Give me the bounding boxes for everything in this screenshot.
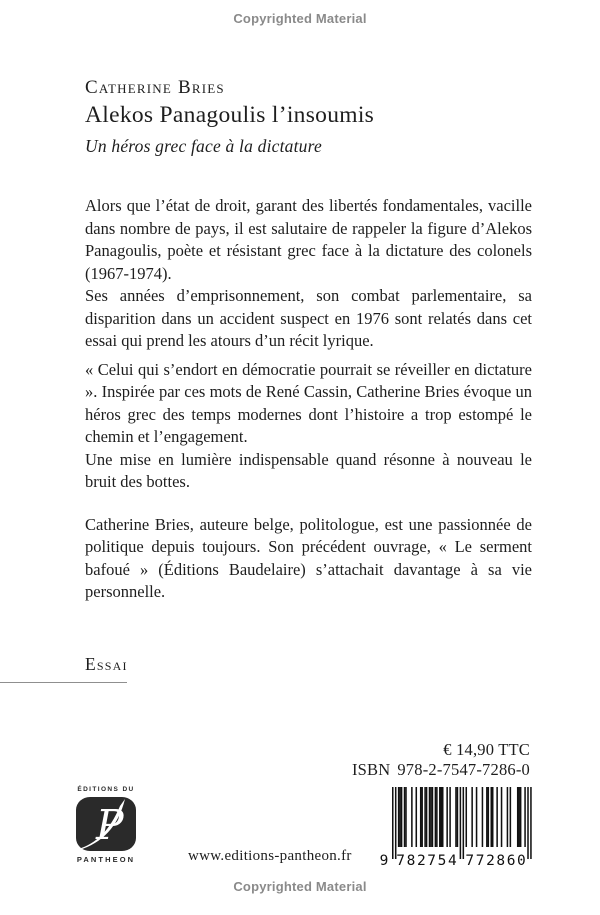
pantheon-p-icon bbox=[75, 796, 137, 852]
editions-du-label: ÉDITIONS DU bbox=[77, 786, 135, 793]
barcode-digit-group: 9 bbox=[379, 853, 389, 867]
author-name: Catherine Bries bbox=[85, 77, 225, 98]
isbn-line bbox=[352, 760, 530, 780]
isbn-number: 978-2-7547-7286-0 bbox=[397, 759, 530, 779]
paragraph-2: Ses années d’emprisonnement, son combat parlementaire, sa disparition dans un accident suspect en 1976 sont relatés dans cet essai qui prend les atours d’un récit lyrique. bbox=[85, 286, 532, 350]
watermark-bottom: Copyrighted Material bbox=[233, 879, 367, 894]
watermark-top: Copyrighted Material bbox=[233, 11, 367, 26]
svg-text:P: P bbox=[96, 801, 124, 849]
ean13-barcode bbox=[378, 787, 534, 867]
author-bio: Catherine Bries, auteure belge, politologue, est une passionnée de politique depuis toujours. Son précédent ouvrage, « Le serment bafoué » (Éditions Baudelaire) s’attachait davantage à sa vie personnelle. bbox=[85, 514, 532, 601]
genre-label: Essai bbox=[85, 654, 128, 674]
isbn-label: ISBN bbox=[351, 759, 391, 779]
book-subtitle: Un héros grec face à la dictature bbox=[85, 136, 322, 156]
paragraph-1: Alors que l’état de droit, garant des libertés fondamentales, vacille dans nombre de pays, il est salutaire de rappeler la figure d’Alekos Panagoulis, poète et résistant grec face à la dictature des colonels (1967-1974). bbox=[85, 196, 532, 283]
back-cover-text bbox=[85, 195, 532, 604]
pricing-block bbox=[352, 740, 530, 779]
price: € 14,90 TTC bbox=[443, 740, 530, 759]
cover-header bbox=[85, 77, 532, 157]
publisher-logo bbox=[69, 786, 143, 864]
genre-rule bbox=[0, 682, 127, 683]
book-title: Alekos Panagoulis l’insoumis bbox=[85, 102, 375, 128]
pantheon-label: PANTHEON bbox=[76, 855, 136, 864]
publisher-website: www.editions-pantheon.fr bbox=[188, 848, 352, 864]
paragraph-4: Une mise en lumière indispensable quand résonne à nouveau le bruit des bottes. bbox=[85, 449, 532, 491]
barcode-digit-group: 782754 bbox=[396, 853, 459, 867]
paragraph-3: « Celui qui s’endort en démocratie pourrait se réveiller en dictature ». Inspirée par ces mots de René Cassin, Catherine Bries évoque un héros grec des temps modernes dont l’histoire a trop estompé le chemin et l’engagement. bbox=[85, 359, 532, 446]
barcode-digit-group: 772860 bbox=[465, 853, 528, 867]
